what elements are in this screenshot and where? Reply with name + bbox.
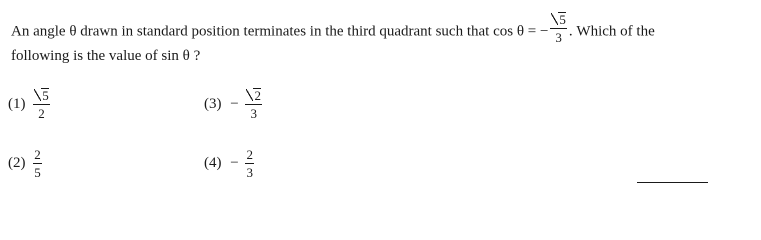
cos-numerator: 5: [559, 12, 566, 27]
option-2-label: (2): [8, 155, 26, 171]
sqrt-symbol: [246, 88, 261, 102]
option-4-label: (4): [204, 155, 222, 171]
option-2-fraction: [33, 148, 42, 179]
option-3-label: (3): [204, 95, 222, 112]
option-4-numerator: 2: [246, 147, 253, 162]
sqrt-symbol: [34, 88, 49, 102]
option-1[interactable]: [8, 88, 52, 120]
answer-blank-line[interactable]: [637, 182, 708, 183]
option-4[interactable]: [204, 148, 256, 179]
option-3-denominator: 3: [250, 106, 257, 121]
option-4-denominator: 3: [246, 165, 253, 180]
cos-denominator: 3: [555, 30, 562, 45]
option-3-fraction: [245, 88, 262, 120]
option-1-numerator: 5: [42, 88, 49, 103]
option-3[interactable]: [204, 88, 264, 120]
cos-value-fraction: [550, 12, 567, 44]
option-1-fraction: [33, 88, 50, 120]
question-text-before: An angle θ drawn in standard position terminates in the third quadrant such that cos θ = −: [11, 23, 549, 40]
option-2-numerator: 2: [34, 147, 41, 162]
question-text-after: . Which of the: [568, 23, 655, 40]
question-line-1: [11, 12, 655, 48]
option-4-sign: −: [230, 155, 239, 171]
option-4-fraction: [245, 148, 254, 179]
option-1-label: (1): [8, 95, 26, 112]
option-3-numerator: 2: [254, 88, 261, 103]
question-line-2: following is the value of sin θ ?: [11, 48, 201, 64]
option-1-denominator: 2: [38, 106, 45, 121]
option-2[interactable]: [8, 148, 44, 179]
option-3-sign: −: [230, 95, 239, 112]
sqrt-symbol: [551, 12, 566, 26]
option-2-denominator: 5: [34, 165, 41, 180]
